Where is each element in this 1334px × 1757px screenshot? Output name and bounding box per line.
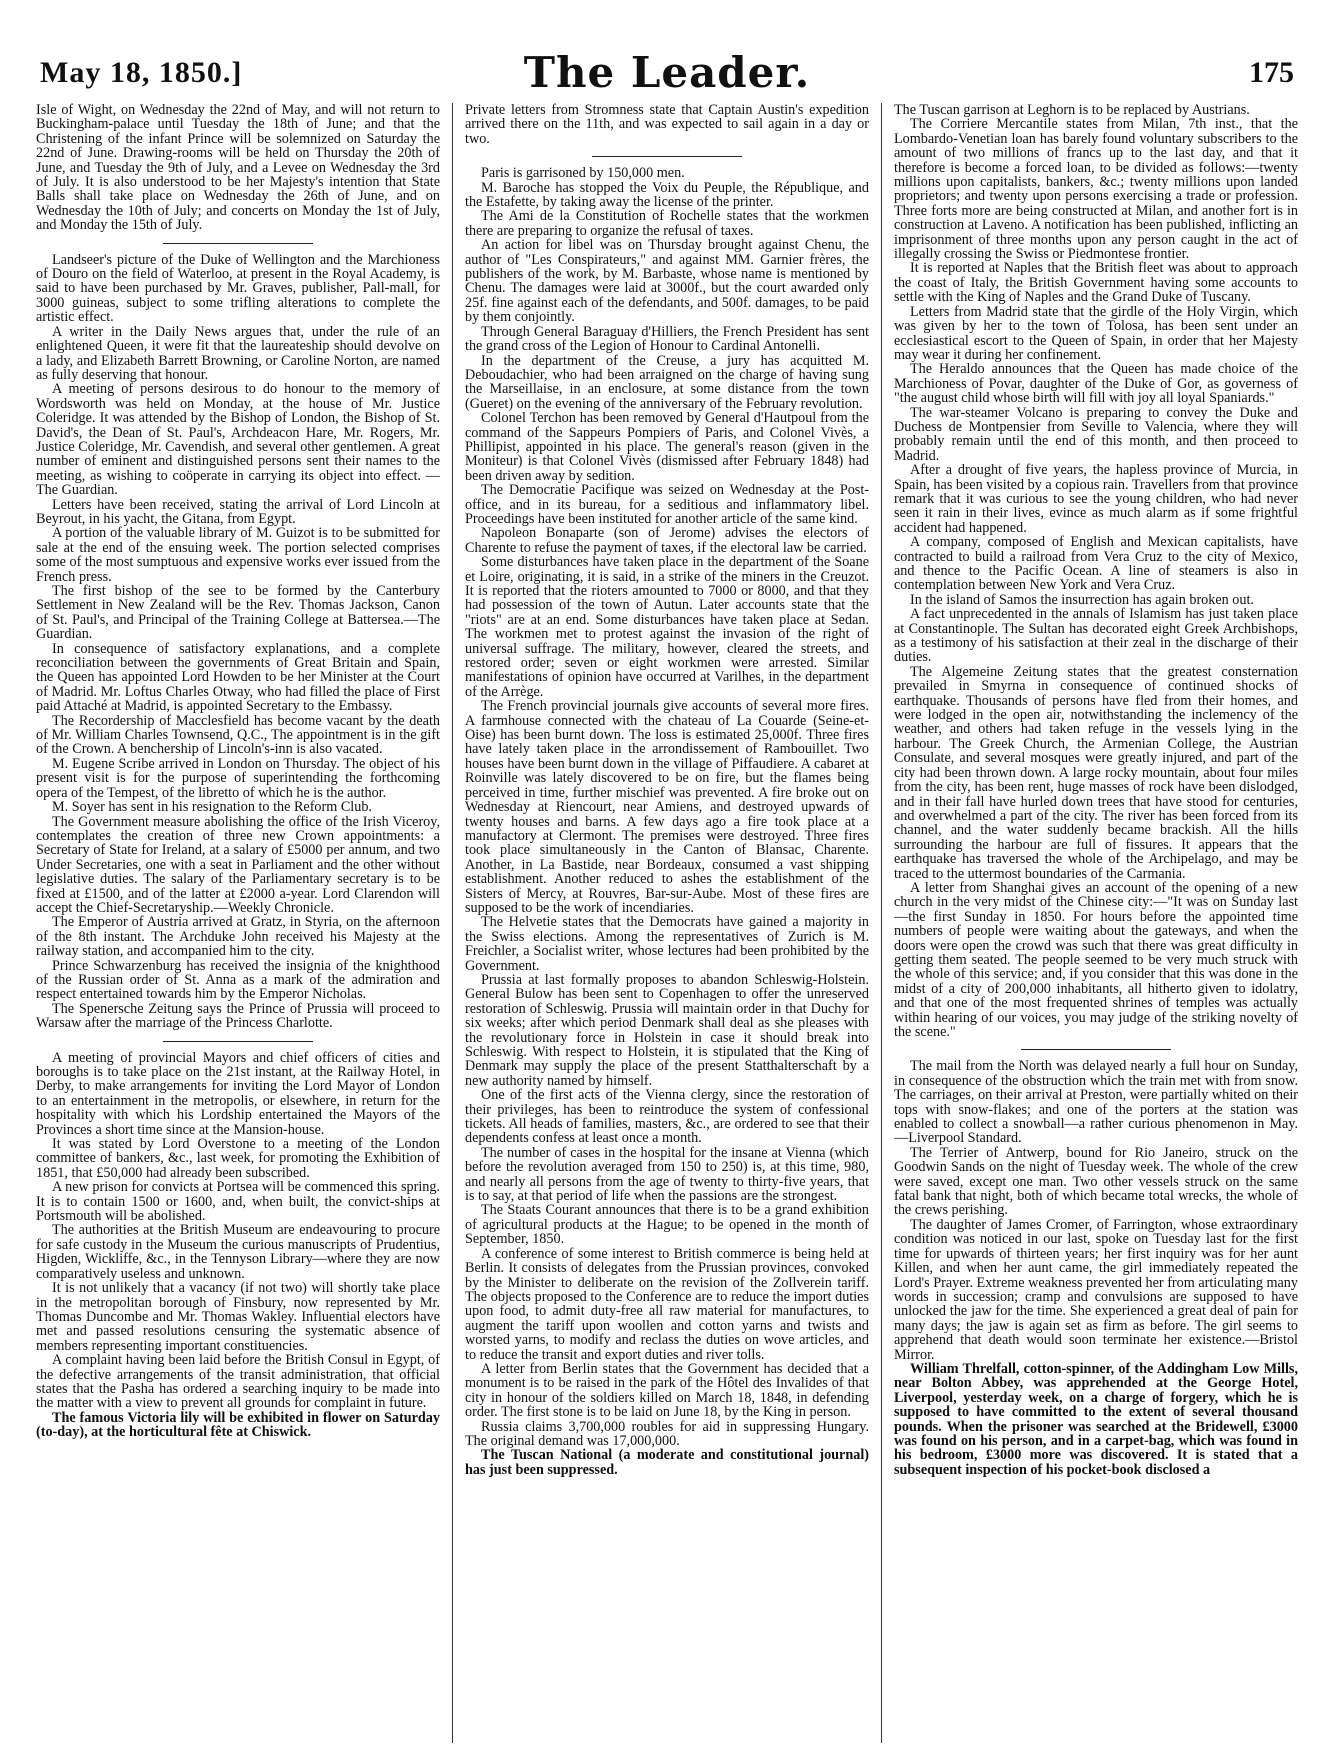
- column-rule-2: [881, 103, 882, 1743]
- article-paragraph: Private letters from Stromness state that Captain Austin's expedition arrived there on the 11th, and was expected to sail again in a day or two.: [465, 103, 869, 147]
- page-number: 175: [1249, 56, 1294, 89]
- article-paragraph: A letter from Berlin states that the Government has decided that a monument is to be raised in the park of the Hôtel des Invalides of that city in honour of the soldiers killed on March 18, 1848, in defending order. The first stone is to be laid on June 18, by the King in person.: [465, 1360, 869, 1421]
- article-paragraph: The authorities at the British Museum are endeavouring to procure for safe custody in the Museum the curious manuscripts of Prudentius, Higden, Wickliffe, &c., in the Tennyson Library—where they are now comparatively useless and unknown.: [36, 1222, 440, 1282]
- article-paragraph: Letters have been received, stating the arrival of Lord Lincoln at Beyrout, in his yacht, the Gitana, from Egypt.: [36, 496, 440, 527]
- article-paragraph: The war-steamer Volcano is preparing to convey the Duke and Duchess de Montpensier from Seville to Valencia, where they will probably remain until the end of this month, and then proceed to Madrid.: [894, 404, 1298, 464]
- article-paragraph: A portion of the valuable library of M. Guizot is to be submitted for sale at the end of the ensuing week. The portion selected comprises some of the most sumptuous and expensive works ever issued from the French press.: [36, 525, 440, 585]
- article-paragraph: The Heraldo announces that the Queen has made choice of the Marchioness of Povar, daughter of the Duke of Gor, as governess of "the august child whose birth will fill with joy all loyal Spaniards.": [894, 361, 1298, 407]
- masthead-title: The Leader.: [523, 48, 811, 97]
- article-paragraph: The Helvetie states that the Democrats have gained a majority in the Swiss elections. Among the representatives of Zurich is M. Freichler, a Socialist writer, whose lectures had been prohibited by the Government.: [465, 914, 869, 974]
- article-paragraph: Prince Schwarzenburg has received the insignia of the knighthood of the Russian order of St. Anna as a mark of the admiration and respect entertained towards him by the Emperor Nicholas.: [36, 957, 440, 1003]
- article-paragraph: It is not unlikely that a vacancy (if not two) will shortly take place in the metropolitan borough of Finsbury, now represented by Mr. Thomas Duncombe and Mr. Thomas Wakley. Influential electors have met and passed resolutions censuring the systematic absence of members representing important constituencies.: [36, 1280, 440, 1354]
- article-paragraph: The Staats Courant announces that there is to be a grand exhibition of agricultural products at the Hague; to be opened in the month of September, 1850.: [465, 1202, 869, 1248]
- article-paragraph: Letters from Madrid state that the girdle of the Holy Virgin, which was given by her to the town of Tolosa, has been sent under an ecclesiastical escort to the Queen of Spain, in order that her Majesty may wear it during her confinement.: [894, 303, 1298, 363]
- article-paragraph: The daughter of James Cromer, of Farrington, whose extraordinary condition was noticed in our last, spoke on Tuesday last for the first time for upwards of thirteen years; her first inquiry was for her aunt Killen, and when her aunt came, the girl immediately repeated the Lord's Prayer. Extreme weakness prevented her from articulating many words in succession; cramp and convulsions are supposed to have unlocked the jaw for the time. She experienced a great deal of pain for many days; the jaw is again set as firm as before. The girl seems to apprehend that death would soon terminate her existence.—Bristol Mirror.: [894, 1216, 1298, 1363]
- article-paragraph: The number of cases in the hospital for the insane at Vienna (which before the revolution averaged from 150 to 250) is, at this time, 980, and nearly all persons from the age of twenty to thirty-five years, that is to say, at that period of life when the passions are the strongest.: [465, 1144, 869, 1205]
- article-paragraph: The Algemeine Zeitung states that the greatest consternation prevailed in Smyrna in consequence of continued shocks of earthquake. Thousands of persons have fled from their homes, and were lodged in the open air, notwithstanding the inclemency of the weather, and others had taken refuge in the vessels lying in the harbour. The Greek Church, the Armenian College, the Austrian Consulate, and several mosques were greatly injured, and part of the city had been thrown down. A large rocky mountain, about four miles from the city, has been rent, huge masses of rock have been dislodged, and in their fall have hurled down trees that have stood for centuries, and overwhelmed a part of the city. The river has been forced from its channel, and the water suddenly became brackish. All the hills surrounding the harbour are full of fissures. It appears that the earthquake has traversed the whole of the Archipelago, and may be traced to the uttermost boundaries of the Carmania.: [894, 663, 1298, 882]
- article-paragraph: The Terrier of Antwerp, bound for Rio Janeiro, struck on the Goodwin Sands on the night of Tuesday week. The whole of the crew were saved, except one man. Two other vessels struck on the same fatal bank that night, both of which became total wrecks, the whole of the crews perishing.: [894, 1144, 1298, 1219]
- article-paragraph: The Tuscan garrison at Leghorn is to be replaced by Austrians.: [894, 103, 1250, 118]
- article-paragraph: One of the first acts of the Vienna clergy, since the restoration of their privileges, has been to reintroduce the system of confessional tickets. All heads of families, masters, &c., are ordered to see that their dependents confess at least once a month.: [465, 1087, 869, 1147]
- article-paragraph: William Threlfall, cotton-spinner, of the Addingham Low Mills, near Bolton Abbey, was apprehended at the George Hotel, Liverpool, yesterday week, on a charge of forgery, which he is supposed to have committed to the extent of several thousand pounds. When the prisoner was searched at the Bridewell, £3000 was found on his person, and in a carpet-bag, which was found in his bedroom, £3000 more was discovered. It is stated that a subsequent inspection of his pocket-book disclosed a: [894, 1360, 1298, 1478]
- article-paragraph: The Spenersche Zeitung says the Prince of Prussia will proceed to Warsaw after the marriage of the Princess Charlotte.: [36, 1000, 440, 1032]
- article-paragraph: The French provincial journals give accounts of several more fires. A farmhouse connected with the chateau of La Couarde (Seine-et-Oise) has been burnt down. The loss is estimated 25,000f. Three fires have lately taken place in the arrondissement of Rambouillet. Two houses have been burnt down in the village of Piffaudiere. A cabaret at Roinville was lately discovered to be on fire, but the flames being perceived in time, further mischief was prevented. A fire broke out on Wednesday at Riencourt, near Amiens, and destroyed upwards of twenty houses and barns. A few days ago a fire took place at a manufactory at Clermont. The premises were destroyed. Three fires took place simultaneously in the Canton of Blansac, Charente. Another, in La Bastide, near Bordeaux, consumed a vast shipping establishment. Another reduced to ashes the establishment of the Sisters of Mercy, at Rouvres, Bar-sur-Aube. Most of these fires are supposed to be the work of incendiaries.: [465, 698, 869, 916]
- article-paragraph: The Government measure abolishing the office of the Irish Viceroy, contemplates the creation of three new Crown appointments: a Secretary of State for Ireland, at a salary of £5000 per annum, and two Under Secretaries, one with a seat in Parliament and the other without legislative duties. The salary of the Parliamentary secretary is to be fixed at £1500, and of the latter at £2000 a-year. Lord Clarendon will accept the Chief-Secretaryship.—Weekly Chronicle.: [36, 813, 440, 916]
- section-separator: [592, 156, 742, 157]
- article-paragraph: The Recordership of Macclesfield has become vacant by the death of Mr. William Charles Townsend, Q.C., The appointment is in the gift of the Crown. A benchership of Lincoln's-inn is also vacated.: [36, 712, 440, 758]
- article-paragraph: The Corriere Mercantile states from Milan, 7th inst., that the Lombardo-Venetian loan has barely found voluntary subscribers to the amount of two millions of francs up to the last day, and that it therefore is become a forced loan, to be divided as follows:—twenty millions upon capitalists, bankers, &c.; twenty millions upon landed proprietors; and twenty upon persons exercising a trade or profession. Three forts more are being constructed at Milan, and another fort is in construction at Laveno. A notification has been published, inflicting an imprisonment of three months upon any person caught in the act of illegally crossing the Swiss or Piedmontese frontier.: [894, 116, 1298, 263]
- article-paragraph: The first bishop of the see to be formed by the Canterbury Settlement in New Zealand will be the Rev. Thomas Jackson, Canon of St. Paul's, and Principal of the Training College at Battersea.—The Guardian.: [36, 583, 440, 643]
- article-paragraph: In the department of the Creuse, a jury has acquitted M. Deboudachier, who had been arraigned on the charge of having sung the Marseillaise, in an enclosure, at some distance from the town (Gueret) on the evening of the anniversary of the February revolution.: [465, 352, 869, 412]
- article-paragraph: It is reported at Naples that the British fleet was about to approach the coast of Italy, the British Government having some accounts to settle with the King of Naples and the Grand Duke of Tuscany.: [894, 260, 1298, 306]
- article-paragraph: M. Eugene Scribe arrived in London on Thursday. The object of his present visit is for the purpose of superintending the forthcoming opera of the Tempest, of the libretto of which he is the author.: [36, 755, 440, 801]
- article-paragraph: The mail from the North was delayed nearly a full hour on Sunday, in consequence of the obstruction which the train met with from snow. The carriages, on their arrival at Preston, were partially whited on their tops with snow-flakes; and one of the porters at the station was enabled to collect a snowball—a rather curious phenomenon in May.—Liverpool Standard.: [894, 1058, 1298, 1147]
- article-paragraph: In consequence of satisfactory explanations, and a complete reconciliation between the governments of Great Britain and Spain, the Queen has appointed Lord Howden to be her Minister at the Court of Madrid. Mr. Loftus Charles Otway, who had filled the place of First paid Attaché at Madrid, is appointed Secretary to the Embassy.: [36, 640, 440, 715]
- article-paragraph: A company, composed of English and Mexican capitalists, have contracted to build a railroad from Vera Cruz to the city of Mexico, and thence to the Pacific Ocean. A line of steamers is also in contemplation between New York and Vera Cruz.: [894, 534, 1298, 594]
- page-header: [36, 48, 1298, 100]
- article-paragraph: It was stated by Lord Overstone to a meeting of the London committee of bankers, &c., last week, for promoting the Exhibition of 1851, that £50,000 had already been subscribed.: [36, 1136, 440, 1181]
- article-paragraph: Colonel Terchon has been removed by General d'Hautpoul from the command of the Sappeurs Pompiers of Paris, and Colonel Vivès, a Phillipist, appointed in his place. The general's reason (given in the Moniteur) is that Colonel Vivès (dismissed after February 1848) had been driven away by sedition.: [465, 410, 869, 484]
- issue-date: May 18, 1850.]: [40, 56, 243, 89]
- column-3: [894, 103, 1298, 1743]
- article-paragraph: A writer in the Daily News argues that, under the rule of an enlightened Queen, it were fit that the laureateship should devolve on a lady, and Elizabeth Barrett Browning, or Caroline Norton, are named as fully deserving that honour.: [36, 323, 440, 383]
- article-paragraph: Through General Baraguay d'Hilliers, the French President has sent the grand cross of the Legion of Honour to Cardinal Antonelli.: [465, 323, 869, 355]
- article-paragraph: A letter from Shanghai gives an account of the opening of a new church in the very midst of the Chinese city:—"It was on Sunday last—the first Sunday in 1850. For hours before the appointed time numbers of people were waiting about the gateways, and when the doors were open the crowd was such that there was great difficulty in getting them seated. The people seemed to be very much struck with the whole of this service; and, if you consider that this was done in the midst of a city of 200,000 inhabitants, all hitherto given to idolatry, and that one of the most frequented shrines of temples was actually within hearing of our voices, you may judge of the striking novelty of the scene.": [894, 879, 1298, 1040]
- article-paragraph: A new prison for convicts at Portsea will be commenced this spring. It is to contain 1500 or 1600, and, when built, the convict-ships at Portsmouth will be abolished.: [36, 1179, 440, 1225]
- column-1: [36, 103, 440, 1743]
- column-2: [465, 103, 869, 1743]
- article-paragraph: In the island of Samos the insurrection has again broken out.: [910, 591, 1254, 608]
- article-columns: [36, 103, 1298, 1743]
- column-rule-1: [452, 103, 453, 1743]
- article-paragraph: M. Baroche has stopped the Voix du Peuple, the République, and the Estafette, by taking away the license of the printer.: [465, 179, 869, 211]
- section-separator: [163, 1041, 313, 1042]
- article-paragraph: Some disturbances have taken place in the department of the Soane et Loire, originating, it is said, in a strike of the miners in the Creuzot. It is reported that the rioters amounted to 7000 or 8000, and that they had possession of the town of Autun. Later accounts state that the "riots" are at an end. Some disturbances have taken place at Sedan. The workmen met to protest against the invasion of the right of universal suffrage. The military, however, cleared the streets, and restored order; seven or eight workmen were arrested. Similar manifestations of opinion have occurred at Varilhes, in the department of the Arrège.: [465, 554, 869, 700]
- article-paragraph: Paris is garrisoned by 150,000 men.: [481, 165, 685, 182]
- article-paragraph: M. Soyer has sent in his resignation to the Reform Club.: [52, 799, 372, 816]
- article-paragraph: Russia claims 3,700,000 roubles for aid in suppressing Hungary. The original demand was 17,000,000.: [465, 1418, 869, 1449]
- article-paragraph: The Tuscan National (a moderate and constitutional journal) has just been suppressed.: [465, 1447, 869, 1478]
- article-paragraph: A fact unprecedented in the annals of Islamism has just taken place at Constantinople. The Sultan has decorated eight Greek Archbishops, as a testimony of his satisfaction at their zeal in the discharge of their duties.: [894, 606, 1298, 666]
- article-paragraph: The Democratie Pacifique was seized on Wednesday at the Post-office, and in its bureau, for a seditious and inflammatory libel. Proceedings have been instituted for another article of the same kind.: [465, 482, 869, 527]
- article-paragraph: An action for libel was on Thursday brought against Chenu, the author of "Les Conspirateurs," and against MM. Garnier frères, the publishers of the work, by M. Barbaste, whose name is mentioned by Chenu. The damages were laid at 3000f., but the court awarded only 25f. fine against each of the defendants, and 500f. damages, to be paid by them conjointly.: [465, 237, 869, 326]
- article-paragraph: A meeting of persons desirous to do honour to the memory of Wordsworth was held on Monday, at the house of Mr. Justice Coleridge. It was attended by the Bishop of London, the Bishop of St. David's, the Dean of St. Paul's, Archdeacon Hare, Mr. Rogers, Mr. Justice Coleridge, Mr. Cavendish, and several other gentlemen. A great number of eminent and distinguished persons sent their names to the meeting, as wishing to coöperate in carrying its object into effect. — The Guardian.: [36, 381, 440, 499]
- article-paragraph: Prussia at last formally proposes to abandon Schleswig-Holstein. General Bulow has been sent to Copenhagen to offer the unreserved restoration of Schleswig. Prussia will maintain order in that Duchy for six weeks; after which period Denmark shall deal as she pleases with the revolutionary force in Holstein in case it should break into Schleswig. With respect to Holstein, it is stipulated that the King of Denmark may supply the place of the present Statthalterschaft by a new authority named by himself.: [465, 971, 869, 1089]
- article-paragraph: The Emperor of Austria arrived at Gratz, in Styria, on the afternoon of the 8th instant. The Archduke John received his Majesty at the railway station, and accompanied him to the city.: [36, 914, 440, 960]
- article-paragraph: Napoleon Bonaparte (son of Jerome) advises the electors of Charente to refuse the payment of taxes, if the electoral law be carried.: [465, 525, 869, 556]
- article-paragraph: The famous Victoria lily will be exhibited in flower on Saturday (to-day), at the horticultural fête at Chiswick.: [36, 1409, 440, 1441]
- article-paragraph: After a drought of five years, the hapless province of Murcia, in Spain, has been visited by a copious rain. Travellers from that province remark that it was curious to see the young children, who had never seen it rain in their lives, evince as much alarm as if some frightful accident had happened.: [894, 462, 1298, 536]
- article-paragraph: A complaint having been laid before the British Consul in Egypt, of the defective arrangements of the transit administration, that official states that the Pasha has ordered a searching inquiry to be made into the matter with a view to prevent all grounds for complaint in future.: [36, 1352, 440, 1412]
- section-separator: [163, 243, 313, 244]
- article-paragraph: A meeting of provincial Mayors and chief officers of cities and boroughs is to take place on the 21st instant, at the Railway Hotel, in Derby, to make arrangements for inviting the Lord Mayor of London to an entertainment in the metropolis, or elsewhere, in return for the hospitality with which his Lordship entertained the Mayors of the Provinces a short time since at the Mansion-house.: [36, 1049, 440, 1138]
- article-paragraph: The Ami de la Constitution of Rochelle states that the workmen there are preparing to organize the refusal of taxes.: [465, 208, 869, 239]
- article-paragraph: Isle of Wight, on Wednesday the 22nd of May, and will not return to Buckingham-palace until Tuesday the 18th of June; and that the Christening of the infant Prince will be solemnized on Saturday the 22nd of June. Drawing-rooms will be held on Thursday the 20th of June, and Tuesday the 9th of July, and a Levee on Wednesday the 3rd of July. It is also understood to be her Majesty's intention that State Balls shall take place on Wednesday the 26th of June, and on Wednesday the 10th of July; and concerts on Monday the 1st of July, and Monday the 15th of July.: [36, 103, 440, 234]
- section-separator: [1021, 1049, 1171, 1050]
- article-paragraph: Landseer's picture of the Duke of Wellington and the Marchioness of Douro on the field of Waterloo, at present in the Royal Academy, is said to have been purchased by Mr. Graves, publisher, Pall-mall, for 3000 guineas, subject to some trifling alterations to complete the artistic effect.: [36, 251, 440, 326]
- article-paragraph: A conference of some interest to British commerce is being held at Berlin. It consists of delegates from the Prussian provinces, convoked by the Minister to deliberate on the revision of the Zollverein tariff. The objects proposed to the Conference are to reduce the import duties upon food, to admit duty-free all raw material for manufactures, to augment the tariff upon woollen and cotton yarns and twists and worsted yarns, to modify and reclass the duties on wove articles, and to reduce the transit and export duties and river tolls.: [465, 1245, 869, 1363]
